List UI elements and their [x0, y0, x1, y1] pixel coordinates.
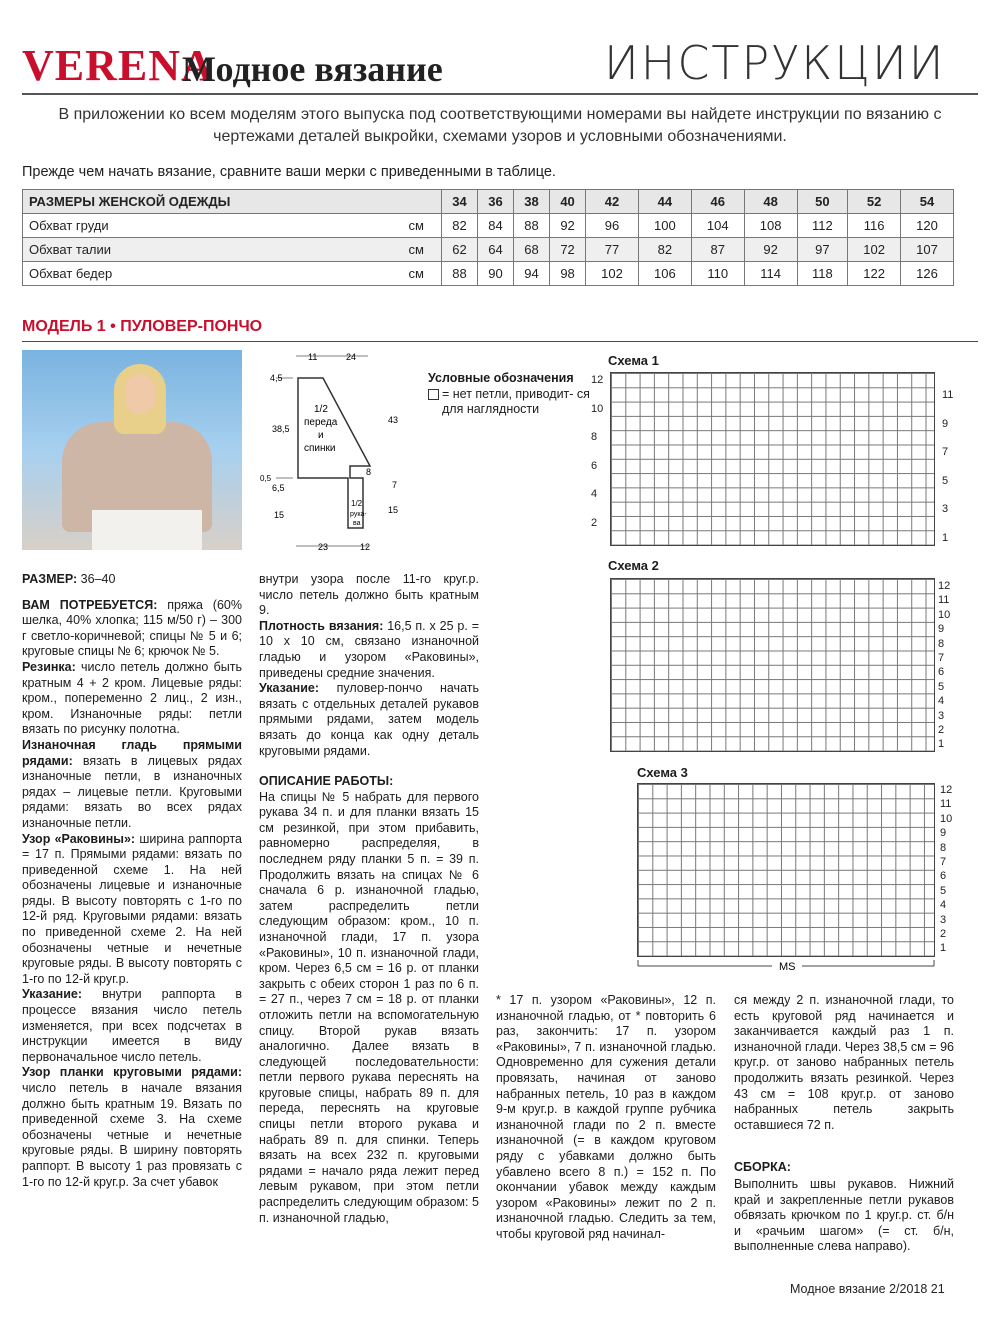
- dim-65: 6,5: [272, 483, 285, 493]
- column-2a: [259, 572, 479, 759]
- paragraph: [22, 1065, 242, 1190]
- table-cell: 120: [901, 214, 954, 238]
- paragraph-lead: РАЗМЕР:: [22, 572, 78, 586]
- row-label: Обхват талии: [23, 238, 392, 262]
- scheme-row-number: 2: [940, 928, 947, 940]
- column-4b-title: СБОРКА:: [734, 1160, 791, 1174]
- scheme-row-number: 10: [940, 812, 953, 825]
- paragraph-lead: ВАМ ПОТРЕБУЕТСЯ:: [22, 597, 158, 612]
- paragraph-lead: Узор планки круговыми рядами:: [22, 1065, 242, 1080]
- legend-empty-box: [428, 389, 439, 400]
- scheme-row-number: 6: [591, 459, 598, 472]
- table-cell: 68: [514, 238, 550, 262]
- photo-skirt: [92, 510, 202, 550]
- scheme2-grid: [610, 578, 935, 752]
- paragraph: [259, 681, 479, 759]
- table-cell: 122: [848, 262, 901, 286]
- table-cell: 62: [441, 238, 477, 262]
- scheme1-grid: [610, 372, 935, 546]
- table-cell: 96: [586, 214, 639, 238]
- model-title: МОДЕЛЬ 1 • ПУЛОВЕР-ПОНЧО: [22, 318, 263, 335]
- table-cell: 104: [691, 214, 744, 238]
- paragraph: [259, 774, 479, 790]
- size-col-header: 54: [901, 190, 954, 214]
- table-cell: 92: [744, 238, 797, 262]
- row-label: Обхват бедер: [23, 262, 392, 286]
- label-front: переда: [304, 417, 338, 428]
- paragraph: [22, 598, 242, 660]
- paragraph-lead: Указание:: [22, 987, 83, 1002]
- table-cell: 126: [901, 262, 954, 286]
- table-cell: 108: [744, 214, 797, 238]
- brand-logo: VERENA: [22, 41, 214, 90]
- scheme-row-number: 5: [940, 884, 947, 897]
- before-text: Прежде чем начать вязание, сравните ваши мерки с приведенными в таблице.: [22, 164, 556, 180]
- row-unit: см: [391, 262, 441, 286]
- paragraph-lead: Узор «Раковины»:: [22, 831, 136, 846]
- table-cell: 107: [901, 238, 954, 262]
- scheme-row-number: 10: [591, 402, 604, 415]
- label-sleeve3: ва: [353, 520, 361, 527]
- row-unit: см: [391, 238, 441, 262]
- scheme-row-number: 9: [940, 827, 947, 840]
- header-rule: [22, 93, 978, 95]
- scheme3-ms-bracket: [637, 958, 935, 974]
- table-cell: 84: [477, 214, 513, 238]
- paragraph-body: внутри раппорта в процессе вязания число петель изменяется, при всех подсчетах в инструкции имеется в виду первоначальное число петель.: [22, 987, 242, 1064]
- paragraph-body: вязать в лицевых рядах изнаночные петли, в изнаночных рядах – лицевые петли. Круговыми рядами: вязать во всех рядах изнаночные петли.: [22, 753, 242, 830]
- scheme-row-number: 8: [940, 841, 947, 854]
- table-cell: 82: [441, 214, 477, 238]
- size-col-header: 52: [848, 190, 901, 214]
- table-cell: 106: [638, 262, 691, 286]
- table-cell: 97: [797, 238, 848, 262]
- paragraph-body: число петель в начале вязания должно быть кратным 19. Вязать по приведенной схеме 3. На схеме обозначены четные и нечетные круговые ряды. В ширину повторять раппорт. В высоту 1 раз провязать с 1-го по 12-й круг.р. За счет убавок: [22, 1081, 242, 1189]
- row-unit: см: [391, 214, 441, 238]
- size-col-header: 42: [586, 190, 639, 214]
- scheme-row-number: 8: [938, 637, 945, 650]
- paragraph-lead: Плотность вязания:: [259, 618, 384, 633]
- table-row: [23, 238, 954, 262]
- size-col-header: 34: [441, 190, 477, 214]
- dim-43: 43: [388, 415, 399, 425]
- size-table-header-row: [23, 190, 954, 214]
- table-cell: 87: [691, 238, 744, 262]
- label-half: 1/2: [314, 404, 328, 415]
- scheme-row-number: 2: [591, 517, 598, 529]
- scheme-row-number: 6: [940, 870, 947, 883]
- column-2b: [259, 774, 479, 1226]
- scheme-row-number: 9: [938, 623, 945, 636]
- table-row: [23, 262, 954, 286]
- legend-title: Условные обозначения: [428, 371, 574, 385]
- scheme-row-number: 9: [942, 417, 949, 430]
- size-col-header: 36: [477, 190, 513, 214]
- dim-45: 4,5: [270, 373, 283, 383]
- dim-15a: 15: [274, 510, 285, 520]
- paragraph: [22, 987, 242, 1065]
- scheme-row-number: 3: [942, 503, 949, 516]
- scheme-row-number: 1: [938, 738, 945, 751]
- paragraph-lead: Указание:: [259, 681, 320, 696]
- size-col-header: 46: [691, 190, 744, 214]
- table-cell: 92: [550, 214, 586, 238]
- paragraph-body: внутри узора после 11-го круг.р. число петель должно быть кратным 9.: [259, 572, 479, 618]
- scheme-row-number: 3: [938, 709, 945, 722]
- table-cell: 118: [797, 262, 848, 286]
- paragraph-body: пряжа (60% шелка, 40% хлопка; 115 м/50 г) – 300 г светло-коричневой; спицы № 5 и 6; круговые спицы № 6; крючок № 5.: [22, 597, 242, 659]
- paragraph-lead: Изнаночная гладь прямыми рядами:: [22, 737, 242, 768]
- scheme3-ms: MS: [779, 961, 796, 973]
- column-4b: Выполнить швы рукавов. Нижний край и закрепленные петли рукавов обвязать крючком по 1 круг.р. ст. б/н и «рачьим шагом» (= ст. б/н, выполненные слева направо).: [734, 1177, 954, 1254]
- scheme-row-number: 12: [938, 580, 951, 592]
- paragraph: [259, 790, 479, 1227]
- size-table-title: РАЗМЕРЫ ЖЕНСКОЙ ОДЕЖДЫ: [23, 190, 442, 214]
- paragraph-body: 36–40: [77, 572, 116, 586]
- paragraph: [22, 660, 242, 738]
- table-cell: 116: [848, 214, 901, 238]
- dim-11: 11: [308, 352, 318, 362]
- section-title: ИНСТРУКЦИИ: [604, 36, 946, 90]
- dim-05: 0,5: [260, 474, 272, 483]
- label-sleeve2: рука-: [350, 511, 367, 518]
- table-cell: 102: [586, 262, 639, 286]
- paragraph: [22, 832, 242, 988]
- scheme-row-number: 11: [940, 798, 952, 811]
- paragraph: [259, 572, 479, 619]
- table-cell: 82: [638, 238, 691, 262]
- size-col-header: 38: [514, 190, 550, 214]
- paragraph-body: ширина раппорта = 17 п. Прямыми рядами: вязать по приведенной схеме 1. На ней обозначены лицевые и изнаночные ряды. В высоту повторять с 1-го по 12-й ряд. Круговыми рядами: вязать по приведенной схеме 2. На ней обозначены четные и нечетные круговые ряды. В высоту повторять с 1-го по 12-й круг.р.: [22, 831, 242, 986]
- table-row: [23, 214, 954, 238]
- pattern-drawing: [258, 348, 418, 558]
- size-col-header: 44: [638, 190, 691, 214]
- size-table: [22, 189, 954, 286]
- scheme-row-number: 3: [940, 913, 947, 926]
- scheme-row-number: 1: [940, 942, 947, 955]
- paragraph-body: число петель должно быть кратным 4 + 2 кром. Лицевые ряды: кром., попеременно 2 лиц., 2 изн., кром. Изнаночные ряды: петли вязать по рисунку полотна.: [22, 659, 242, 737]
- table-cell: 88: [441, 262, 477, 286]
- table-cell: 112: [797, 214, 848, 238]
- row-label: Обхват груди: [23, 214, 392, 238]
- table-cell: 72: [550, 238, 586, 262]
- paragraph-body: пуловер-пончо начать вязать с отдельных деталей рукавов прямыми рядами, затем модель вязать до конца как одну деталь круговыми рядами.: [259, 681, 479, 758]
- dim-385: 38,5: [272, 424, 290, 434]
- paragraph: [259, 619, 479, 681]
- photo-face: [125, 374, 155, 414]
- scheme-row-number: 11: [942, 389, 954, 401]
- page-footer: Модное вязание 2/2018 21: [790, 1282, 945, 1296]
- column-4a: ся между 2 п. изнаночной глади, то есть круговой ряд начинается и заканчивается каждый раз 1 п. изнаночной глади. Через 38,5 см = 96 круг.р. от заново набранных петель продолжить вязать резинкой. Через 43 см = 108 круг.р. от заново набранных петель закрыть оставшиеся 72 п.: [734, 993, 954, 1132]
- scheme1-title: Схема 1: [608, 353, 659, 368]
- label-and: и: [318, 430, 324, 441]
- scheme-row-number: 11: [938, 594, 950, 607]
- dim-24: 24: [346, 352, 357, 362]
- label-back: спинки: [304, 443, 336, 454]
- scheme-row-number: 7: [938, 652, 945, 664]
- scheme-row-number: 12: [591, 374, 604, 386]
- scheme-row-number: 1: [942, 532, 949, 544]
- scheme-row-number: 4: [940, 899, 947, 912]
- model-rule: [22, 341, 978, 342]
- column-1: [22, 572, 242, 1190]
- dim-8: 8: [366, 467, 372, 477]
- scheme-row-number: 2: [938, 724, 945, 736]
- column-3: * 17 п. узором «Раковины», 12 п. изнаночной гладью, от * повторить 6 раз, закончить: 17 п. узором «Раковины», 7 п. изнаночной гладью. Одновременно для сужения детали провязать, начиная от заново набранных петель, 10 раз в каждом 9-м круг.р. в каждой группе рубчика изнаночной глади по 2 п. вместе изнаночной (= в каждом круговом ряду с убавками должно быть убавлено всего 8 п.) = 152 п. По окончании убавок между каждым узором «Раковины» лежит по 2 п. изнаночной гладью. Следить за тем, чтобы круговой ряд начинал-: [496, 993, 716, 1241]
- table-cell: 77: [586, 238, 639, 262]
- scheme-row-number: 10: [938, 608, 951, 621]
- dim-23: 23: [318, 542, 329, 552]
- scheme3-grid: [637, 783, 935, 957]
- intro-text: В приложении ко всем моделям этого выпуска под соответствующими номерами вы найдете инструкции по вязанию с чертежами деталей выкройки, схемами узоров и условными обозначениями.: [58, 106, 942, 145]
- table-cell: 90: [477, 262, 513, 286]
- paragraph-body: 16,5 п. x 25 р. = 10 x 10 см, связано изнаночной гладью и узором «Раковины», приведены средние значения.: [259, 618, 479, 680]
- scheme-row-number: 7: [942, 446, 949, 459]
- scheme2-title: Схема 2: [608, 558, 659, 573]
- paragraph: [22, 738, 242, 832]
- scheme-row-number: 12: [940, 784, 953, 796]
- table-cell: 98: [550, 262, 586, 286]
- table-cell: 88: [514, 214, 550, 238]
- scheme3-title: Схема 3: [637, 765, 688, 780]
- scheme-row-number: 5: [938, 680, 945, 693]
- dim-7: 7: [392, 480, 398, 490]
- scheme-row-number: 5: [942, 474, 949, 487]
- model-photo: [22, 350, 242, 550]
- size-col-header: 40: [550, 190, 586, 214]
- scheme-row-number: 7: [940, 856, 947, 868]
- magazine-title: Модное вязание: [182, 49, 443, 89]
- size-col-header: 50: [797, 190, 848, 214]
- paragraph-lead: ОПИСАНИЕ РАБОТЫ:: [259, 774, 394, 788]
- table-cell: 64: [477, 238, 513, 262]
- paragraph: [22, 572, 242, 588]
- table-cell: 102: [848, 238, 901, 262]
- dim-15b: 15: [388, 505, 399, 515]
- table-cell: 114: [744, 262, 797, 286]
- scheme-row-number: 6: [938, 666, 945, 679]
- paragraph-body: На спицы № 5 набрать для первого рукава 34 п. и для планки вязать 15 см резинкой, при этом прибавить, равномерно распределяя, в последнем ряду планки 5 п. = 39 п. Продолжить вязать на спицах № 6 сначала 6 р. изнаночной гладью, затем распределить петли следующим образом: кром., 10 п. изнаночной глади, 17 п. узора «Раковины», 10 п. изнаночной глади, кром. Через 6,5 см = 16 р. от планки закрыть с обеих сторон 1 раз по 6 п. = 27 п., через 7 см = 18 р. от планки отложить петли на вспомогательную спицу. Второй рукав вязать аналогично. Далее вязать в следующей последовательности: петли первого рукава переснять на круговые спицы, набрать 89 п. для переда, переснять на круговые спицы петли второго рукава и набрать 89 п. для спинки. Теперь вязать на всех 232 п. круговыми рядами = начало ряда лежит перед левым рукавом, при этом петли распределить следующим образом: 5 п. изнаночной гладью,: [259, 789, 479, 1225]
- scheme-row-number: 8: [591, 431, 598, 444]
- table-cell: 110: [691, 262, 744, 286]
- scheme-row-number: 4: [591, 488, 598, 501]
- legend-desc: = нет петли, приводит- ся для наглядности: [442, 387, 590, 416]
- scheme-row-number: 4: [938, 695, 945, 708]
- paragraph-lead: Резинка:: [22, 659, 76, 674]
- dim-12: 12: [360, 542, 371, 552]
- size-col-header: 48: [744, 190, 797, 214]
- table-cell: 94: [514, 262, 550, 286]
- table-cell: 100: [638, 214, 691, 238]
- label-sleeve: 1/2: [351, 499, 363, 508]
